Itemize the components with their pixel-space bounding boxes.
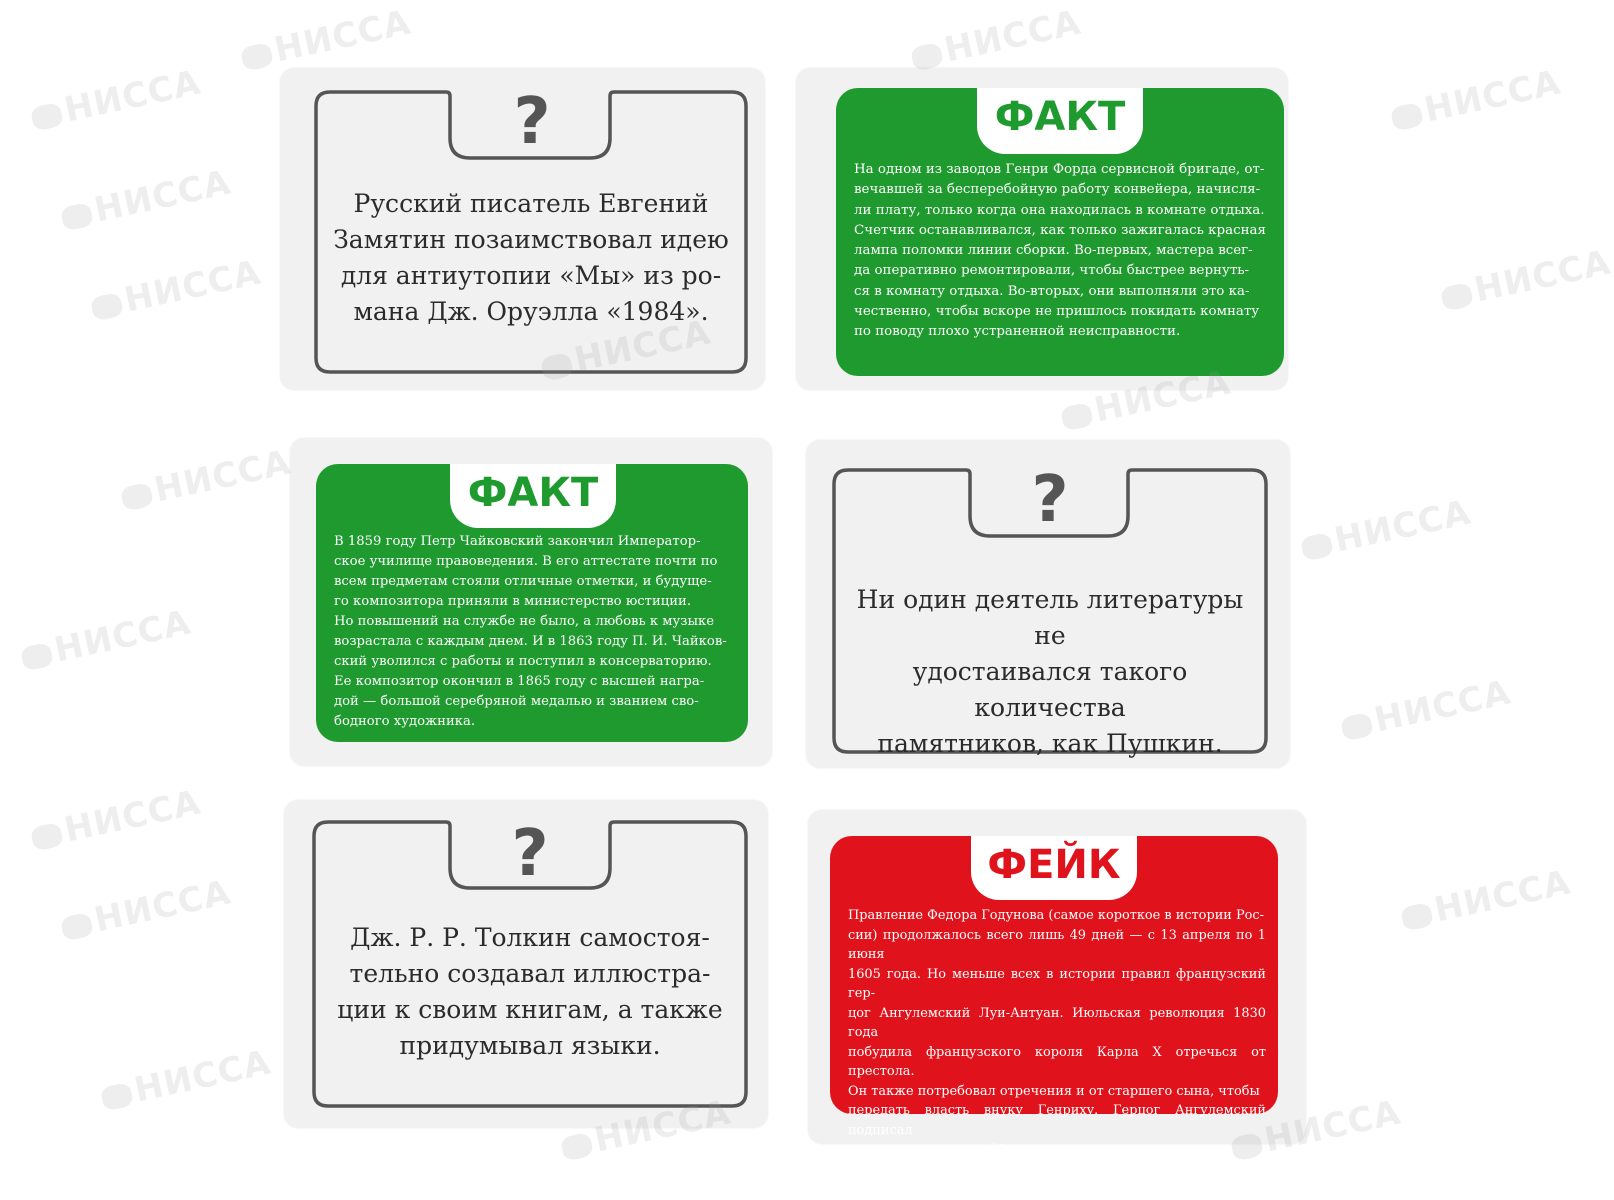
nissa-logo-icon [1440, 281, 1474, 311]
watermark: НИССА [1298, 493, 1475, 568]
fact-label: ФАКТ [450, 464, 616, 528]
nissa-logo-icon [240, 41, 274, 71]
question-text: Дж. Р. Р. Толкин самостоя- тельно создавал иллюстра- ции к своим книгам, а также придумывал языки. [337, 923, 723, 1060]
nissa-logo-icon [1060, 401, 1094, 431]
nissa-logo-icon [90, 291, 124, 321]
watermark: НИССА [238, 3, 415, 78]
fake-card[interactable] [830, 836, 1278, 1196]
watermark: НИССА [98, 1043, 275, 1118]
question-text: Ни один деятель литературы не удостаивался такого количества памятников, как Пушкин. [856, 585, 1244, 758]
question-card[interactable] [312, 85, 750, 376]
watermark: НИССА [1058, 363, 1235, 438]
fact-label: ФАКТ [977, 88, 1143, 154]
fact-text: На одном из заводов Генри Форда сервисной бригаде, от- вечавшей за бесперебойную работу конвейера, начисля- ли плату, только когда она находилась в комнате отдыха. Счетчик останавливался, как только зажигалась красная лампа поломки линии сборки. Во-первых, мастера всег- да оперативно ремонтировали, чтобы быстрее вернуть- ся в комнату отдыха. Во-вторых, они выполняли это ка- чественно, чтобы вскоре не пришлось покидать комнату по поводу плохо устраненной неисправности. [854, 162, 1266, 340]
fake-text: Правление Федора Годунова (самое короткое в истории Рос- сии) продолжалось всего лишь 49 дней — с 13 апреля по 1 июня 1605 года. Но меньше всех в истории правил французский гер- цог Ангулемский Луи-Антуан. Июльская революция 1830 года побудила французского короля Карла X отречься от престола. Он также потребовал отречения и от старшего сына, чтобы передать власть внуку Генриху. Герцог Ангулемский подписал отречение через 20 минут после коронации, но с формальной точки зрения эти 20 минут он царствовал как Людовик XIX. [848, 908, 1266, 1196]
question-card[interactable] [830, 463, 1270, 758]
watermark: НИССА [1388, 63, 1565, 138]
nissa-logo-icon [560, 1131, 594, 1161]
watermark: НИССА [1228, 1093, 1405, 1168]
fact-text: В 1859 году Петр Чайковский закончил Император- ское училище правоведения. В его аттестате почти по всем предметам стояли отличные отметки, и будуще- го композитора приняли в министерство юстиции. Но повышений на службе не было, а любовь к музыке возрастала с каждым днем. И в 1863 году П. И. Чайков- ский уволился с работы и поступил в консерваторию. Ее композитор окончил в 1865 году с высшей награ- дой — большой серебряной медалью и званием сво- бодного художника. [334, 534, 727, 729]
nissa-logo-icon [100, 1081, 134, 1111]
nissa-logo-icon [30, 101, 64, 131]
question-mark-icon: ? [513, 85, 551, 159]
watermark: НИССА [18, 603, 195, 678]
watermark: НИССА [28, 783, 205, 858]
watermark: НИССА [1438, 243, 1614, 318]
watermark: НИССА [28, 63, 205, 138]
question-mark-icon: ? [511, 817, 549, 891]
nissa-logo-icon [60, 911, 94, 941]
watermark: НИССА [58, 163, 235, 238]
nissa-logo-icon [1400, 901, 1434, 931]
nissa-logo-icon [1390, 101, 1424, 131]
watermark: НИССА [118, 443, 295, 518]
fact-card[interactable] [836, 88, 1284, 376]
nissa-logo-icon [120, 481, 154, 511]
nissa-logo-icon [20, 641, 54, 671]
watermark: НИССА [58, 873, 235, 948]
question-text: Русский писатель Евгений Замятин позаимствовал идею для антиутопии «Мы» из ро- мана Дж. Оруэлла «1984». [333, 189, 729, 326]
nissa-logo-icon [1300, 531, 1334, 561]
watermark: НИССА [88, 253, 265, 328]
question-mark-icon: ? [1031, 463, 1069, 537]
fact-card[interactable] [316, 464, 748, 742]
fake-label: ФЕЙК [971, 836, 1137, 900]
nissa-logo-icon [30, 821, 64, 851]
watermark: НИССА [1398, 863, 1575, 938]
watermark: НИССА [908, 3, 1085, 78]
question-card[interactable] [310, 818, 750, 1110]
nissa-logo-icon [910, 41, 944, 71]
nissa-logo-icon [60, 201, 94, 231]
watermark: НИССА [1338, 673, 1515, 748]
nissa-logo-icon [1340, 711, 1374, 741]
